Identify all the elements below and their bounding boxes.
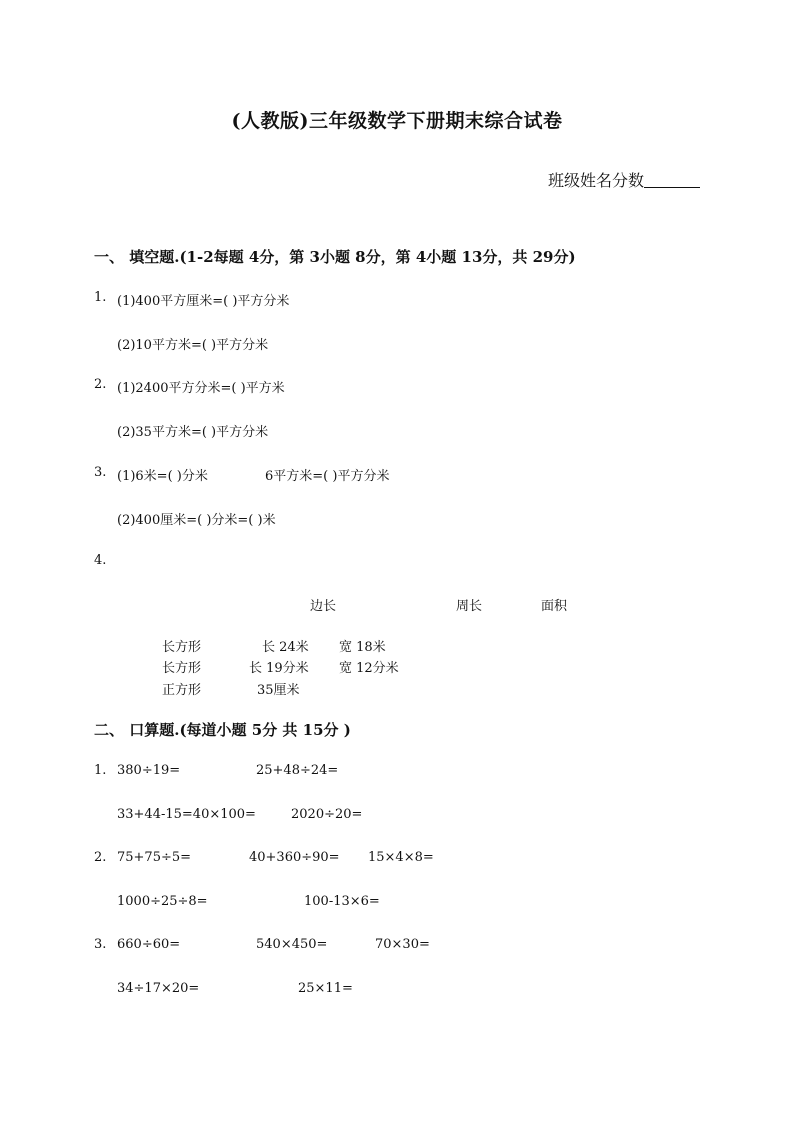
table-header-side: 边长 bbox=[310, 599, 337, 614]
calc-2-c: 15×4×8= bbox=[368, 850, 434, 865]
table-header-area: 面积 bbox=[541, 599, 568, 614]
student-info-label: 班级姓名分数 bbox=[547, 171, 644, 190]
calc-2-e: 100-13×6= bbox=[304, 894, 380, 909]
table-row-1-length: 长 24米 bbox=[262, 640, 309, 655]
calc-3-number: 3. bbox=[94, 937, 107, 952]
q4-number: 4. bbox=[94, 553, 107, 568]
calc-3-c: 70×30= bbox=[375, 937, 430, 952]
student-info bbox=[548, 168, 700, 191]
section-1-heading: 一、 填空题.(1-2每题 4分，第 3小题 8分，第 4小题 13分，共 29分) bbox=[94, 248, 576, 266]
q2-number: 2. bbox=[94, 377, 107, 392]
section-2-heading: 二、 口算题.(每道小题 5分 共 15分 ) bbox=[94, 721, 351, 739]
table-row-2-shape: 长方形 bbox=[162, 661, 202, 676]
q2-line-1: (1)2400平方分米=( )平方米 bbox=[117, 381, 285, 396]
q3-number: 3. bbox=[94, 465, 107, 480]
q1-line-2: (2)10平方米=( )平方分米 bbox=[117, 338, 269, 353]
q3-line-1: (1)6米=( )分米 bbox=[117, 469, 208, 484]
calc-3-e: 25×11= bbox=[298, 981, 353, 996]
calc-1-number: 1. bbox=[94, 763, 107, 778]
calc-2-d: 1000÷25÷8= bbox=[117, 894, 208, 909]
answer-blank[interactable] bbox=[644, 171, 700, 188]
table-row-3-side: 35厘米 bbox=[257, 683, 300, 698]
q1-number: 1. bbox=[94, 290, 107, 305]
table-row-2-length: 长 19分米 bbox=[249, 661, 309, 676]
table-row-3-shape: 正方形 bbox=[162, 683, 202, 698]
q3-line-2: (2)400厘米=( )分米=( )米 bbox=[117, 513, 276, 528]
calc-1-d: 2020÷20= bbox=[291, 807, 363, 822]
q2-line-2: (2)35平方米=( )平方分米 bbox=[117, 425, 269, 440]
calc-2-a: 75+75÷5= bbox=[117, 850, 192, 865]
calc-3-a: 660÷60= bbox=[117, 937, 181, 952]
calc-3-b: 540×450= bbox=[256, 937, 328, 952]
q1-line-1: (1)400平方厘米=( )平方分米 bbox=[117, 294, 290, 309]
calc-2-number: 2. bbox=[94, 850, 107, 865]
calc-1-c: 33+44-15=40×100= bbox=[117, 807, 256, 822]
calc-2-b: 40+360÷90= bbox=[249, 850, 340, 865]
table-row-1-shape: 长方形 bbox=[162, 640, 202, 655]
calc-1-b: 25+48÷24= bbox=[256, 763, 339, 778]
q3-line-1b: 6平方米=( )平方分米 bbox=[265, 469, 390, 484]
table-row-2-width: 宽 12分米 bbox=[339, 661, 399, 676]
calc-1-a: 380÷19= bbox=[117, 763, 181, 778]
page-title: (人教版)三年级数学下册期末综合试卷 bbox=[231, 110, 563, 132]
table-row-1-width: 宽 18米 bbox=[339, 640, 386, 655]
table-header-perimeter: 周长 bbox=[456, 599, 483, 614]
calc-3-d: 34÷17×20= bbox=[117, 981, 200, 996]
